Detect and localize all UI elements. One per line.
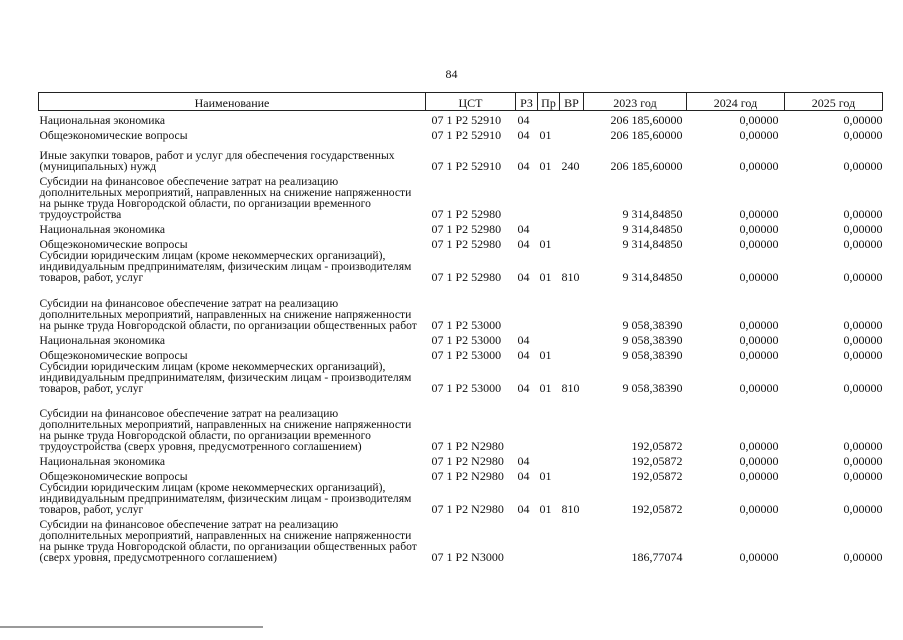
row-pr: 01 <box>539 469 552 483</box>
row-cst: 07 1 Р2 52910 <box>431 113 502 127</box>
table-body <box>39 111 883 564</box>
table-row <box>39 482 883 515</box>
row-rz <box>516 394 538 452</box>
row-vr <box>560 283 584 331</box>
table-row <box>39 361 883 394</box>
row-pr: 01 <box>539 502 552 516</box>
row-2024: 0,00000 <box>739 381 779 395</box>
row-2023: 9 314,84850 <box>622 270 683 284</box>
row-2025: 0,00000 <box>843 318 883 332</box>
row-rz: 04 <box>517 270 530 284</box>
table-row <box>39 283 883 331</box>
row-pr <box>538 283 560 331</box>
row-2024: 0,00000 <box>739 270 779 284</box>
header-2023: 2023 год <box>584 93 687 111</box>
row-2025: 0,00000 <box>843 207 883 221</box>
row-pr <box>538 220 560 235</box>
row-2024: 0,00000 <box>739 550 779 564</box>
row-2024: 0,00000 <box>739 207 779 221</box>
header-name: Наименование <box>39 93 426 111</box>
table-row <box>39 452 883 467</box>
row-2025: 0,00000 <box>843 381 883 395</box>
row-rz: 04 <box>517 222 530 236</box>
table-row <box>39 394 883 452</box>
row-vr <box>560 111 584 127</box>
row-2023: 192,05872 <box>631 469 683 483</box>
header-2024: 2024 год <box>687 93 785 111</box>
row-2024: 0,00000 <box>739 159 779 173</box>
row-2024: 0,00000 <box>739 113 779 127</box>
row-2024: 0,00000 <box>739 222 779 236</box>
budget-table <box>38 92 883 563</box>
row-2023: 9 314,84850 <box>622 222 683 236</box>
table-row <box>39 515 883 563</box>
header-vr: ВР <box>560 93 584 111</box>
row-vr <box>560 467 584 482</box>
row-cst: 07 1 Р2 N2980 <box>431 502 504 516</box>
row-rz <box>516 515 538 563</box>
row-vr: 240 <box>561 159 580 173</box>
row-2023: 192,05872 <box>631 502 683 516</box>
row-pr: 01 <box>539 270 552 284</box>
row-cst: 07 1 Р2 52980 <box>431 222 502 236</box>
row-pr: 01 <box>539 128 552 142</box>
row-vr <box>560 452 584 467</box>
row-2024: 0,00000 <box>739 348 779 362</box>
row-rz <box>516 172 538 220</box>
table-row <box>39 467 883 482</box>
page-number: 84 <box>445 67 458 81</box>
row-2023: 9 314,84850 <box>622 207 683 221</box>
row-pr <box>538 331 560 346</box>
row-name: Национальная экономика <box>39 334 166 347</box>
row-rz: 04 <box>517 159 530 173</box>
row-2023: 192,05872 <box>631 439 683 453</box>
row-pr <box>538 452 560 467</box>
row-pr: 01 <box>539 381 552 395</box>
row-2025: 0,00000 <box>843 113 883 127</box>
row-2024: 0,00000 <box>739 454 779 468</box>
table-row <box>39 250 883 283</box>
row-cst: 07 1 Р2 53000 <box>431 318 502 332</box>
table-header-row <box>39 93 883 111</box>
table-row <box>39 141 883 172</box>
row-2025: 0,00000 <box>843 348 883 362</box>
table-row <box>39 220 883 235</box>
row-2025: 0,00000 <box>843 469 883 483</box>
row-cst: 07 1 Р2 N2980 <box>431 439 504 453</box>
row-name: Субсидии на финансовое обеспечение затрат на реализацию дополнительных мероприятий, направленных на снижение напряженности на рынке труда Новгородской области, по организации общественных работ (сверх уровня, предусмотренного соглашением) <box>39 518 417 564</box>
row-2024: 0,00000 <box>739 237 779 251</box>
row-2024: 0,00000 <box>739 469 779 483</box>
row-vr <box>560 331 584 346</box>
row-cst: 07 1 Р2 52910 <box>431 159 502 173</box>
table-row <box>39 126 883 141</box>
row-2023: 9 058,38390 <box>622 333 683 347</box>
row-name: Субсидии юридическим лицам (кроме некоммерческих организаций), индивидуальным предпринимателям, физическим лицам - производителям товаров, работ, услуг <box>39 481 412 516</box>
row-2025: 0,00000 <box>843 237 883 251</box>
row-2025: 0,00000 <box>843 454 883 468</box>
table-row <box>39 172 883 220</box>
row-vr <box>560 346 584 361</box>
row-2024: 0,00000 <box>739 318 779 332</box>
row-name: Субсидии на финансовое обеспечение затрат на реализацию дополнительных мероприятий, направленных на снижение напряженности на рынке труда Новгородской области, по организации временного трудоустройства <box>39 175 412 221</box>
row-2025: 0,00000 <box>843 439 883 453</box>
table-row <box>39 346 883 361</box>
row-2025: 0,00000 <box>843 128 883 142</box>
row-rz: 04 <box>517 381 530 395</box>
header-pr: Пр <box>538 93 560 111</box>
row-cst: 07 1 Р2 53000 <box>431 348 502 362</box>
row-2023: 9 058,38390 <box>622 348 683 362</box>
row-2023: 9 058,38390 <box>622 318 683 332</box>
row-2023: 206 185,60000 <box>610 113 683 127</box>
row-cst: 07 1 Р2 N2980 <box>431 454 504 468</box>
row-pr <box>538 394 560 452</box>
row-vr <box>560 126 584 141</box>
row-2025: 0,00000 <box>843 222 883 236</box>
row-cst: 07 1 Р2 52980 <box>431 237 502 251</box>
row-name: Национальная экономика <box>39 223 166 236</box>
row-pr <box>538 515 560 563</box>
row-name: Национальная экономика <box>39 114 166 127</box>
row-rz: 04 <box>517 333 530 347</box>
row-name: Национальная экономика <box>39 455 166 468</box>
row-cst: 07 1 Р2 N2980 <box>431 469 504 483</box>
row-name: Общеэкономические вопросы <box>39 349 188 362</box>
row-2023: 186,77074 <box>631 550 683 564</box>
row-cst: 07 1 Р2 52980 <box>431 207 502 221</box>
row-pr: 01 <box>539 348 552 362</box>
row-2024: 0,00000 <box>739 502 779 516</box>
row-2025: 0,00000 <box>843 270 883 284</box>
header-rz: РЗ <box>516 93 538 111</box>
row-2025: 0,00000 <box>843 333 883 347</box>
row-vr <box>560 515 584 563</box>
row-pr <box>538 172 560 220</box>
row-name: Общеэкономические вопросы <box>39 129 188 142</box>
row-2023: 192,05872 <box>631 454 683 468</box>
row-cst: 07 1 Р2 53000 <box>431 333 502 347</box>
row-rz: 04 <box>517 348 530 362</box>
row-vr <box>560 220 584 235</box>
row-pr: 01 <box>539 159 552 173</box>
row-name: Общеэкономические вопросы <box>39 470 188 483</box>
row-2025: 0,00000 <box>843 550 883 564</box>
row-cst: 07 1 Р2 N3000 <box>431 550 504 564</box>
row-name: Общеэкономические вопросы <box>39 238 188 251</box>
row-2024: 0,00000 <box>739 128 779 142</box>
row-2023: 206 185,60000 <box>610 128 683 142</box>
row-vr: 810 <box>561 270 580 284</box>
row-name: Субсидии на финансовое обеспечение затрат на реализацию дополнительных мероприятий, направленных на снижение напряженности на рынке труда Новгородской области, по организации общественных работ <box>39 297 417 332</box>
row-cst: 07 1 Р2 52980 <box>431 270 502 284</box>
row-rz: 04 <box>517 128 530 142</box>
row-name: Субсидии на финансовое обеспечение затрат на реализацию дополнительных мероприятий, направленных на снижение напряженности на рынке труда Новгородской области, по организации временного трудоустройства (сверх уровня, предусмотренного соглашением) <box>39 407 412 453</box>
row-name: Иные закупки товаров, работ и услуг для обеспечения государственных (муниципальных) нужд <box>39 149 395 173</box>
row-2024: 0,00000 <box>739 333 779 347</box>
row-2023: 206 185,60000 <box>610 159 683 173</box>
table-row <box>39 235 883 250</box>
row-rz: 04 <box>517 502 530 516</box>
table-row <box>39 331 883 346</box>
row-rz: 04 <box>517 469 530 483</box>
row-name: Субсидии юридическим лицам (кроме некоммерческих организаций), индивидуальным предпринимателям, физическим лицам - производителям товаров, работ, услуг <box>39 249 412 284</box>
table-row <box>39 111 883 127</box>
row-vr <box>560 394 584 452</box>
row-2025: 0,00000 <box>843 159 883 173</box>
row-name: Субсидии юридическим лицам (кроме некоммерческих организаций), индивидуальным предпринимателям, физическим лицам - производителям товаров, работ, услуг <box>39 360 412 395</box>
row-rz: 04 <box>517 237 530 251</box>
row-pr: 01 <box>539 237 552 251</box>
row-2023: 9 314,84850 <box>622 237 683 251</box>
row-vr: 810 <box>561 381 580 395</box>
row-pr <box>538 111 560 127</box>
row-2025: 0,00000 <box>843 502 883 516</box>
row-cst: 07 1 Р2 52910 <box>431 128 502 142</box>
header-2025: 2025 год <box>785 93 883 111</box>
row-rz: 04 <box>517 113 530 127</box>
row-2023: 9 058,38390 <box>622 381 683 395</box>
row-cst: 07 1 Р2 53000 <box>431 381 502 395</box>
row-rz: 04 <box>517 454 530 468</box>
row-vr: 810 <box>561 502 580 516</box>
row-vr <box>560 235 584 250</box>
row-rz <box>516 283 538 331</box>
row-vr <box>560 172 584 220</box>
footer-rule <box>0 626 263 628</box>
header-cst: ЦСТ <box>426 93 516 111</box>
row-2024: 0,00000 <box>739 439 779 453</box>
